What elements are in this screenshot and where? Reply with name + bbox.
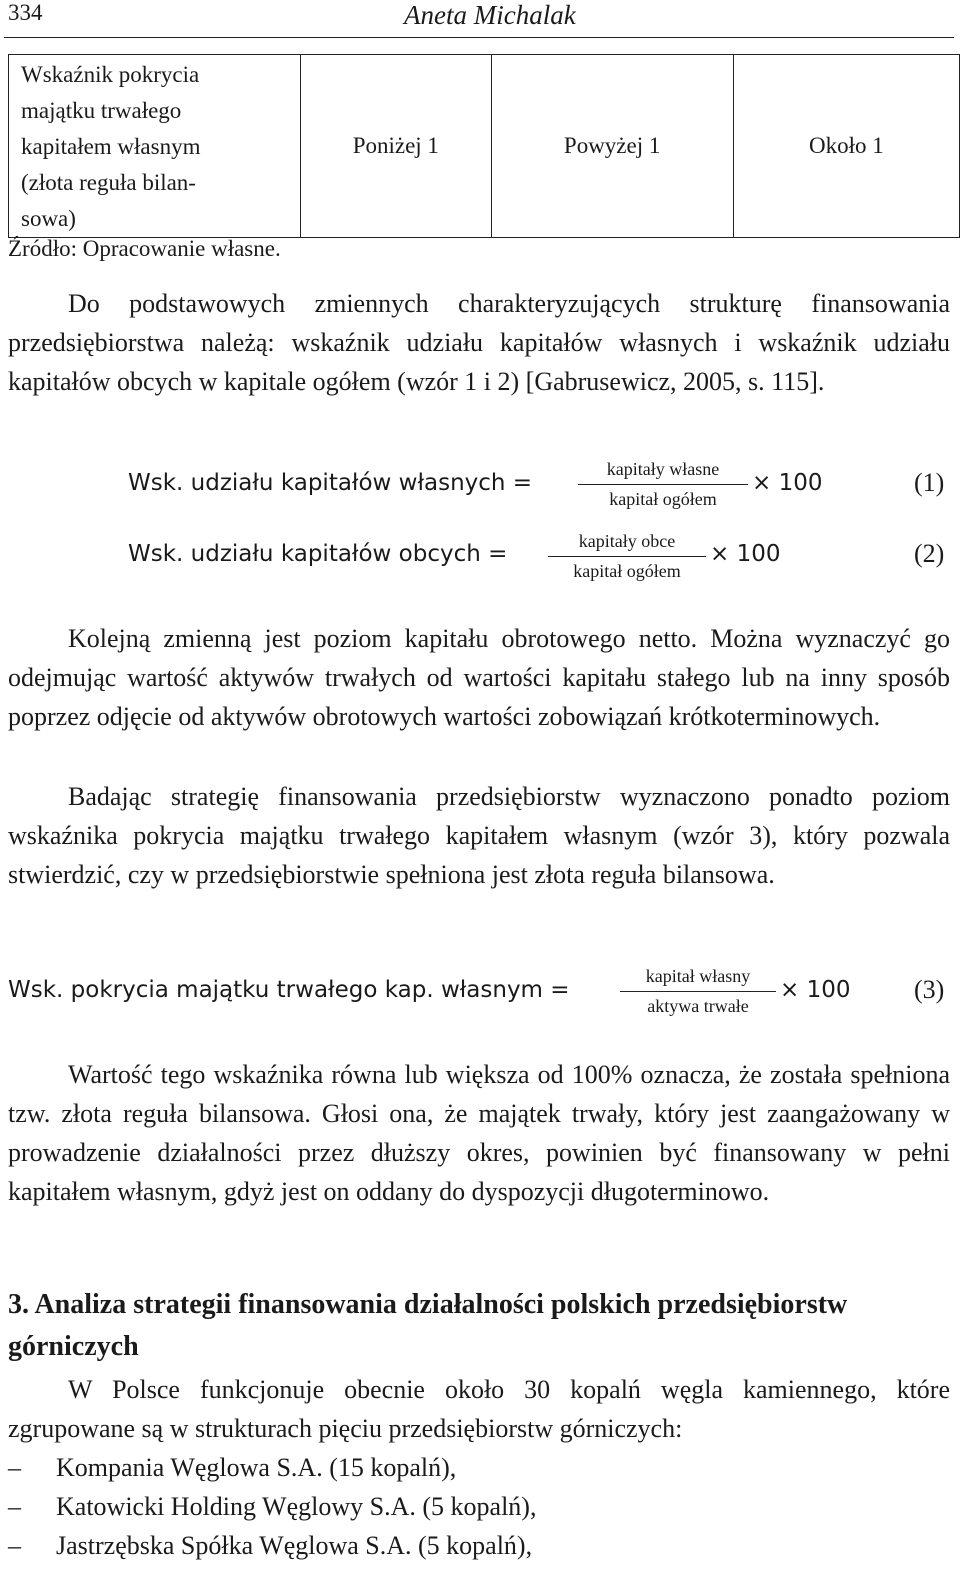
equation-lhs: Wsk. pokrycia majątku trwałego kap. własnym = <box>8 977 570 1003</box>
table-source: Źródło: Opracowanie własne. <box>8 236 281 261</box>
fraction-denominator: kapitał ogółem <box>609 489 717 509</box>
equation-fraction <box>548 530 706 582</box>
fraction-numerator: kapitały obce <box>578 531 676 551</box>
equation-fraction <box>578 458 748 510</box>
header-rule <box>4 37 954 38</box>
ratio-table <box>8 54 960 238</box>
table-label-line: kapitałem własnym <box>21 134 201 159</box>
equation-lhs: Wsk. udziału kapitałów własnych = <box>128 470 533 496</box>
table-cell: Około 1 <box>733 55 959 238</box>
equation-lhs: Wsk. udziału kapitałów obcych = <box>128 541 508 567</box>
table-label-cell <box>9 55 301 238</box>
table-label-line: Wskaźnik pokrycia <box>21 62 200 87</box>
paragraph: Wartość tego wskaźnika równa lub większa od 100% oznacza, że została spełniona tzw. złota reguła bilansowa. Głosi ona, że majątek trwały, który jest zaangażowany w prowadzenie działalności przez dłuższy okres, powinien być finansowany w pełni kapitałem własnym, gdyż jest on oddany do dyspozycji długoterminowo. <box>8 1060 950 1206</box>
equation-number: (1) <box>914 468 945 497</box>
fraction-numerator: kapitały własne <box>606 459 720 479</box>
paragraph: Badając strategię finansowania przedsiębiorstw wyznaczono ponadto poziom wskaźnika pokrycia majątku trwałego kapitałem własnym (wzór 3), który pozwala stwierdzić, czy w przedsiębiorstwie spełniona jest złota reguła bilansowa. <box>8 782 950 889</box>
equation-number: (3) <box>914 975 945 1004</box>
list-item-text: Katowicki Holding Węglowy S.A. (5 kopalń), <box>56 1492 537 1521</box>
fraction-bar <box>548 556 706 557</box>
list-item <box>8 1488 536 1526</box>
table-cell: Poniżej 1 <box>301 55 491 238</box>
table-label-line: sowa) <box>21 206 76 231</box>
list-item-text: Jastrzębska Spółka Węglowa S.A. (5 kopalń), <box>56 1531 533 1560</box>
table-label-line: majątku trwałego <box>21 98 182 123</box>
list-item-text: Kompania Węglowa S.A. (15 kopalń), <box>56 1453 457 1482</box>
equation-number: (2) <box>914 539 945 568</box>
equation-factor: × 100 <box>780 977 851 1003</box>
list-bullet: – <box>8 1531 21 1560</box>
table-label-line: (złota reguła bilan- <box>21 170 196 195</box>
fraction-denominator: kapitał ogółem <box>573 561 681 581</box>
paragraph: Kolejną zmienną jest poziom kapitału obrotowego netto. Można wyznaczyć go odejmując wartość aktywów trwałych od wartości kapitału stałego lub na inny sposób poprzez odjęcie od aktywów obrotowych wartości zobowiązań krótkoterminowych. <box>8 624 950 731</box>
fraction-denominator: aktywa trwałe <box>647 996 749 1016</box>
list-bullet: – <box>8 1492 21 1521</box>
list-bullet: – <box>8 1453 21 1482</box>
table-row <box>9 55 960 238</box>
list-item <box>8 1527 532 1565</box>
page-number: 334 <box>8 0 43 25</box>
section-heading: 3. Analiza strategii finansowania działalności polskich przedsiębiorstw górniczych <box>8 1289 848 1362</box>
running-head-author: Aneta Michalak <box>404 0 576 30</box>
paragraph: Do podstawowych zmiennych charakteryzujących strukturę finansowania przedsiębiorstwa należą: wskaźnik udziału kapitałów własnych i wskaźnik udziału kapitałów obcych w kapitale ogółem (wzór 1 i 2) [Gabrusewicz, 2005, s. 115]. <box>8 289 950 396</box>
table-cell: Powyżej 1 <box>491 55 733 238</box>
paragraph: W Polsce funkcjonuje obecnie około 30 kopalń węgla kamiennego, które zgrupowane są w strukturach pięciu przedsiębiorstw górniczych: <box>8 1375 950 1443</box>
fraction-bar <box>578 484 748 485</box>
equation-factor: × 100 <box>710 541 781 567</box>
equation-fraction <box>620 965 776 1017</box>
fraction-bar <box>620 991 776 992</box>
equation-factor: × 100 <box>752 470 823 496</box>
fraction-numerator: kapitał własny <box>645 966 751 986</box>
list-item <box>8 1449 456 1487</box>
